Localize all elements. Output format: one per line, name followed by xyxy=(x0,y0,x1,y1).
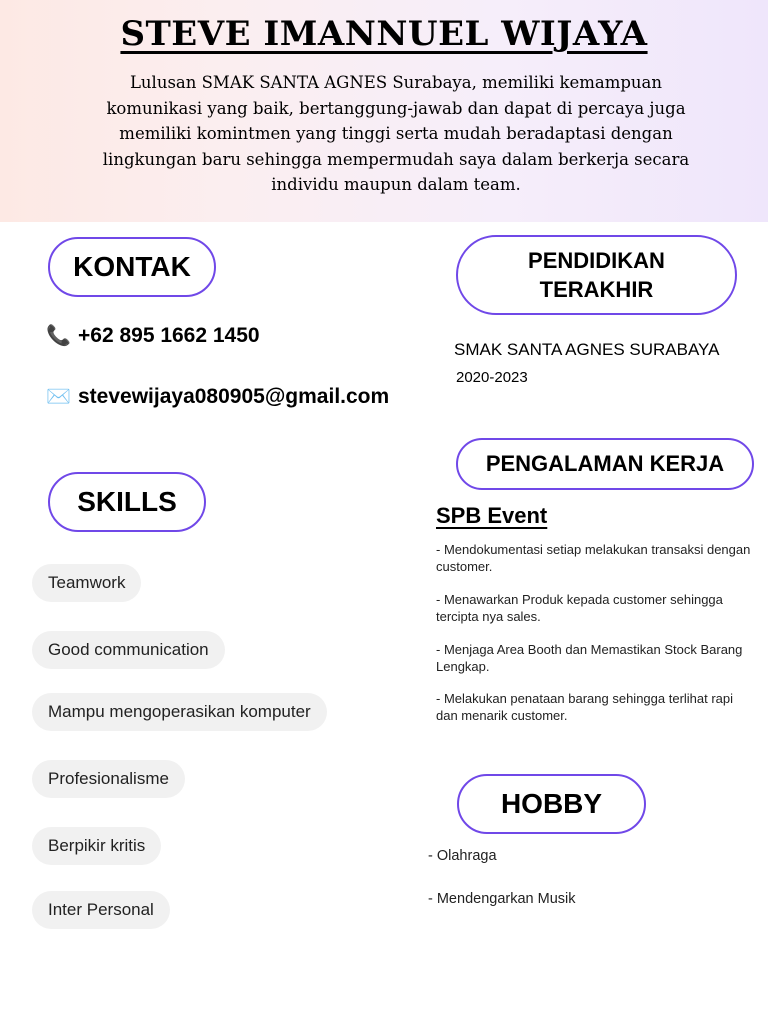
hobby-item: - Mendengarkan Musik xyxy=(428,891,576,907)
skill-item: Inter Personal xyxy=(32,891,170,929)
email-icon: ✉️ xyxy=(46,386,71,408)
skill-item: Profesionalisme xyxy=(32,760,185,798)
phone-icon: 📞 xyxy=(46,325,71,347)
job-duty: - Melakukan penataan barang sehingga terlihat rapi dan menarik customer. xyxy=(436,691,734,723)
job-title: SPB Event xyxy=(436,503,548,528)
email-address[interactable]: stevewijaya080905@gmail.com xyxy=(78,384,390,408)
hobby-item: - Olahraga xyxy=(428,848,497,864)
skill-item: Mampu mengoperasikan komputer xyxy=(32,693,327,731)
phone-number[interactable]: +62 895 1662 1450 xyxy=(78,323,260,347)
education-years: 2020-2023 xyxy=(456,369,528,386)
education-school: SMAK SANTA AGNES SURABAYA xyxy=(454,340,720,359)
email-row xyxy=(46,384,389,409)
contact-heading: KONTAK xyxy=(48,237,216,297)
skill-item: Good communication xyxy=(32,631,225,669)
education-heading-line1: PENDIDIKAN xyxy=(528,248,665,273)
skill-item: Berpikir kritis xyxy=(32,827,161,865)
phone-row xyxy=(46,323,260,348)
profile-summary: Lulusan SMAK SANTA AGNES Surabaya, memiliki kemampuan komunikasi yang baik, bertanggung-jawab dan dapat di percaya juga memiliki komintmen yang tinggi serta mudah beradaptasi dengan lingkungan baru sehingga mempermudah saya dalam berkerja secara individu maupun dalam team. xyxy=(102,73,690,195)
skill-item: Teamwork xyxy=(32,564,141,602)
hobby-heading: HOBBY xyxy=(457,774,646,834)
job-duty: - Mendokumentasi setiap melakukan transaksi dengan customer. xyxy=(436,542,751,574)
skills-heading: SKILLS xyxy=(48,472,206,532)
job-duty: - Menjaga Area Booth dan Memastikan Stock Barang Lengkap. xyxy=(436,642,743,674)
education-heading xyxy=(456,235,737,315)
resume-name: STEVE IMANNUEL WIJAYA xyxy=(120,14,648,54)
experience-heading: PENGALAMAN KERJA xyxy=(456,438,754,490)
education-heading-line2: TERAKHIR xyxy=(539,277,654,302)
job-duty: - Menawarkan Produk kepada customer sehingga tercipta nya sales. xyxy=(436,592,723,624)
